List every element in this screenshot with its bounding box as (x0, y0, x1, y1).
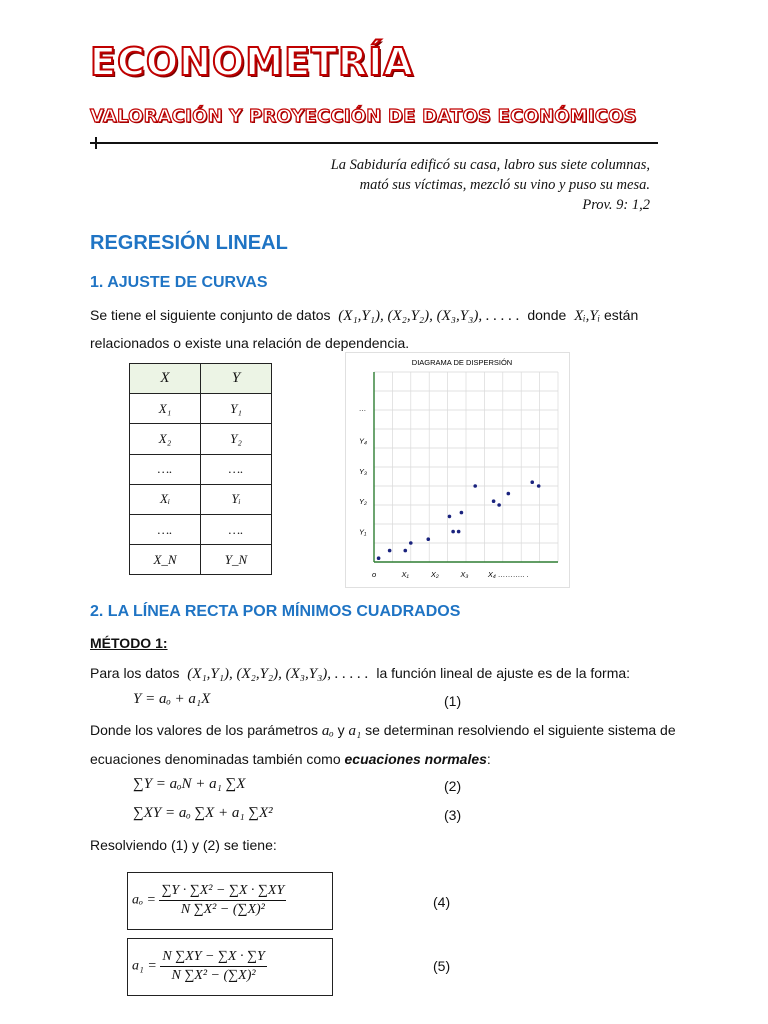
params-line (90, 720, 680, 741)
intro-text-c: están (603, 307, 639, 323)
data-point (409, 541, 413, 545)
formula-box-a1 (127, 938, 333, 996)
data-point (530, 480, 534, 484)
table-cell: …. (201, 454, 272, 484)
formula-a0-fraction (159, 883, 286, 918)
formula-a1-lhs: a₁ = (132, 958, 157, 974)
equation-2: ∑Y = aₒN + a₁ ∑X (133, 776, 246, 792)
method-text-a: Para los datos (90, 665, 180, 681)
formula-5-number: (5) (433, 958, 451, 974)
data-table (129, 363, 272, 575)
formula-a0 (132, 883, 286, 918)
header-divider-tick (95, 137, 97, 149)
data-point (507, 492, 511, 496)
x-tick-label: X₂ (430, 570, 439, 579)
x-tick-label: o (372, 570, 377, 579)
data-point (388, 549, 392, 553)
quote-line-1: La Sabiduría edificó su casa, labro sus siete columnas, (330, 157, 650, 173)
normal-equations-term: ecuaciones normales (344, 751, 487, 767)
table-header-y: Y (201, 364, 272, 394)
formula-a1-numerator: N ∑XY − ∑X · ∑Y (160, 949, 266, 967)
formula-a1 (132, 949, 267, 984)
method-line-1 (90, 663, 680, 684)
y-tick-label: Y₂ (359, 497, 367, 507)
document-title: ECONOMETRÍA (90, 40, 414, 84)
intro-text-a: Se tiene el siguiente conjunto de datos (90, 307, 331, 323)
params-text-a: Donde los valores de los parámetros (90, 722, 319, 738)
quote-reference: Prov. 9: 1,2 (582, 197, 650, 213)
normal-text-b: : (486, 751, 491, 767)
data-point (460, 511, 464, 515)
table-header-row (130, 364, 272, 394)
equation-1-number: (1) (444, 693, 462, 709)
table-cell: X_N (130, 545, 201, 575)
x-tick-label: X₁ (401, 570, 409, 579)
table-cell: Y₁ (201, 394, 272, 424)
chart-frame (346, 353, 570, 588)
formula-a0-denominator: N ∑X² − (∑X)² (180, 902, 265, 917)
header-divider (90, 142, 658, 144)
intro-paragraph-line1 (90, 305, 680, 326)
data-point (457, 530, 461, 534)
data-point (426, 537, 430, 541)
table-cell: X₁ (130, 394, 201, 424)
data-point (537, 484, 541, 488)
normal-equations-line (90, 749, 680, 769)
table-cell: X₂ (130, 424, 201, 454)
table-cell: Xᵢ (130, 484, 201, 514)
method-data-set: (X₁,Y₁), (X₂,Y₂), (X₃,Y₃), . . . . . (187, 666, 369, 682)
intro-paragraph-line2: relacionados o existe una relación de dependencia. (90, 335, 410, 351)
subheading-ajuste: 1. AJUSTE DE CURVAS (90, 274, 268, 291)
table-cell: Yᵢ (201, 484, 272, 514)
data-point (377, 556, 381, 560)
equation-1: Y = aₒ + a₁X (133, 691, 211, 707)
formula-a0-lhs: aₒ = (132, 892, 156, 908)
data-point (403, 549, 407, 553)
scatter-chart (345, 352, 570, 588)
subheading-minimos-cuadrados: 2. LA LÍNEA RECTA POR MÍNIMOS CUADRADOS (90, 603, 461, 620)
y-tick-label: Y₁ (359, 527, 367, 537)
section-heading-regresion: REGRESIÓN LINEAL (90, 232, 288, 254)
table-row (130, 424, 272, 454)
method-text-b: la función lineal de ajuste es de la forma: (376, 665, 631, 681)
x-tick-label: X₃ (460, 570, 469, 579)
table-cell: …. (201, 514, 272, 544)
epigraph-quote (331, 155, 650, 215)
solving-line: Resolviendo (1) y (2) se tiene: (90, 837, 277, 853)
param-a0: aₒ (321, 723, 334, 739)
params-text-b: se determinan resolviendo el siguiente sistema de (365, 722, 676, 738)
data-point (473, 484, 477, 488)
table-cell: Y₂ (201, 424, 272, 454)
formula-a1-denominator: N ∑X² − (∑X)² (171, 968, 256, 983)
y-tick-label: Y₄ (359, 436, 368, 446)
data-point (451, 530, 455, 534)
formula-box-a0 (127, 872, 333, 930)
data-point (448, 515, 452, 519)
x-tick-label: X₄ ……….. . (487, 570, 529, 579)
document-subtitle: VALORACIÓN Y PROYECCIÓN DE DATOS ECONÓMICOS (90, 106, 637, 127)
equation-3: ∑XY = aₒ ∑X + a₁ ∑X² (133, 805, 273, 821)
params-and: y (337, 722, 345, 738)
normal-text-a: ecuaciones denominadas también como (90, 751, 341, 767)
param-a1: a₁ (348, 723, 362, 739)
table-cell: …. (130, 514, 201, 544)
method-label: MÉTODO 1: (90, 635, 168, 651)
equation-2-number: (2) (444, 778, 462, 794)
table-row (130, 454, 272, 484)
equation-3-number: (3) (444, 807, 462, 823)
formula-a0-numerator: ∑Y · ∑X² − ∑X · ∑XY (159, 883, 286, 901)
chart-title: DIAGRAMA DE DISPERSIÓN (411, 358, 513, 367)
table-row (130, 394, 272, 424)
formula-4-number: (4) (433, 894, 451, 910)
table-row (130, 545, 272, 575)
xi-yi-expression: Xᵢ,Yᵢ (574, 308, 601, 324)
table-header-x: X (130, 364, 201, 394)
table-row (130, 514, 272, 544)
table-cell: Y_N (201, 545, 272, 575)
quote-line-2: mató sus víctimas, mezcló su vino y puso su mesa. (359, 177, 650, 193)
table-cell: …. (130, 454, 201, 484)
y-tick-label: … (359, 404, 367, 414)
formula-a1-fraction (160, 949, 266, 984)
data-set-expression: (X₁,Y₁), (X₂,Y₂), (X₃,Y₃), . . . . . (338, 308, 520, 324)
data-point (497, 503, 501, 507)
intro-text-b: donde (527, 307, 567, 323)
y-tick-label: Y₃ (359, 466, 367, 476)
data-point (492, 499, 496, 503)
table-row (130, 484, 272, 514)
